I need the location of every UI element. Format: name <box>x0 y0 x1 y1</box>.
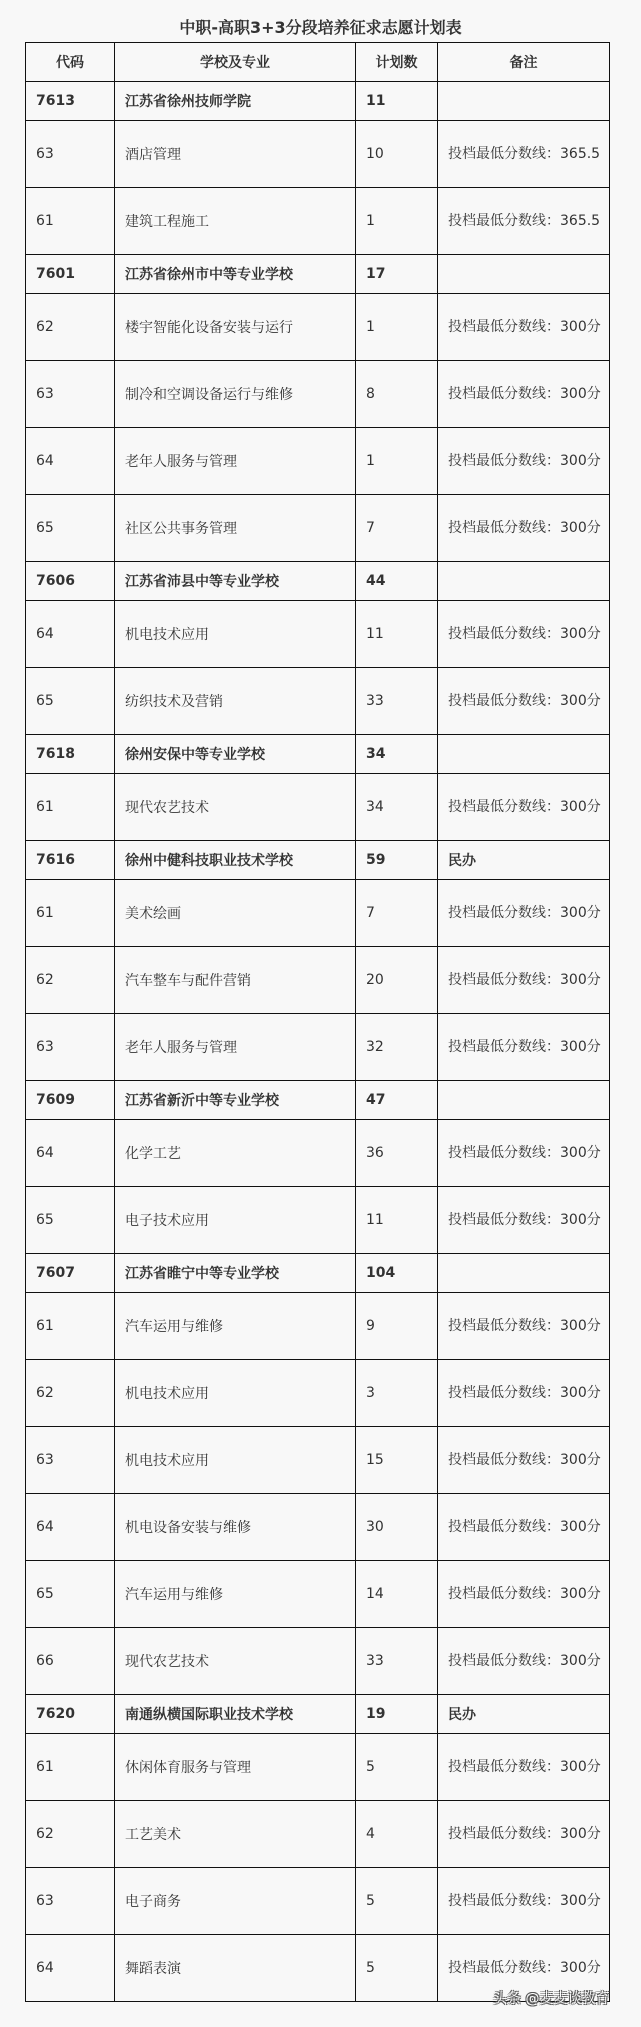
major-code-cell: 61 <box>26 880 115 947</box>
major-note-cell: 投档最低分数线：300分 <box>438 361 610 428</box>
major-name-cell: 纺织技术及营销 <box>115 668 356 735</box>
major-note-cell: 投档最低分数线：300分 <box>438 428 610 495</box>
major-row <box>26 1293 610 1360</box>
major-row <box>26 428 610 495</box>
major-code-cell: 61 <box>26 1293 115 1360</box>
major-note-cell: 投档最低分数线：300分 <box>438 1561 610 1628</box>
major-row <box>26 1561 610 1628</box>
school-plan-cell: 104 <box>356 1254 438 1293</box>
school-plan-cell: 34 <box>356 735 438 774</box>
major-row <box>26 668 610 735</box>
major-row <box>26 1868 610 1935</box>
major-row <box>26 495 610 562</box>
major-note-cell: 投档最低分数线：300分 <box>438 1187 610 1254</box>
school-row <box>26 735 610 774</box>
major-plan-cell: 14 <box>356 1561 438 1628</box>
major-name-cell: 社区公共事务管理 <box>115 495 356 562</box>
major-name-cell: 工艺美术 <box>115 1801 356 1868</box>
major-note-cell: 投档最低分数线：300分 <box>438 1734 610 1801</box>
major-plan-cell: 5 <box>356 1868 438 1935</box>
school-code-cell: 7613 <box>26 82 115 121</box>
major-note-cell: 投档最低分数线：300分 <box>438 1494 610 1561</box>
major-code-cell: 64 <box>26 1494 115 1561</box>
major-plan-cell: 8 <box>356 361 438 428</box>
major-note-cell: 投档最低分数线：300分 <box>438 1628 610 1695</box>
school-note-cell <box>438 562 610 601</box>
major-plan-cell: 7 <box>356 880 438 947</box>
major-plan-cell: 33 <box>356 668 438 735</box>
major-plan-cell: 34 <box>356 774 438 841</box>
major-plan-cell: 1 <box>356 188 438 255</box>
school-code-cell: 7601 <box>26 255 115 294</box>
school-name-cell: 江苏省沛县中等专业学校 <box>115 562 356 601</box>
major-plan-cell: 1 <box>356 428 438 495</box>
school-name-cell: 徐州安保中等专业学校 <box>115 735 356 774</box>
major-code-cell: 64 <box>26 1120 115 1187</box>
school-plan-cell: 44 <box>356 562 438 601</box>
school-name-cell: 南通纵横国际职业技术学校 <box>115 1695 356 1734</box>
watermark: 头条 @麦麦谈教育 <box>493 1991 610 2007</box>
major-plan-cell: 33 <box>356 1628 438 1695</box>
major-name-cell: 汽车运用与维修 <box>115 1561 356 1628</box>
major-name-cell: 电子技术应用 <box>115 1187 356 1254</box>
major-plan-cell: 9 <box>356 1293 438 1360</box>
major-note-cell: 投档最低分数线：365.5 <box>438 188 610 255</box>
major-note-cell: 投档最低分数线：300分 <box>438 1293 610 1360</box>
major-code-cell: 63 <box>26 1868 115 1935</box>
header-school-major: 学校及专业 <box>115 43 356 82</box>
major-name-cell: 现代农艺技术 <box>115 1628 356 1695</box>
major-plan-cell: 32 <box>356 1014 438 1081</box>
major-plan-cell: 30 <box>356 1494 438 1561</box>
school-code-cell: 7620 <box>26 1695 115 1734</box>
major-code-cell: 63 <box>26 1427 115 1494</box>
major-name-cell: 酒店管理 <box>115 121 356 188</box>
major-name-cell: 汽车运用与维修 <box>115 1293 356 1360</box>
major-code-cell: 63 <box>26 121 115 188</box>
major-note-cell: 投档最低分数线：300分 <box>438 880 610 947</box>
major-name-cell: 机电技术应用 <box>115 601 356 668</box>
school-name-cell: 徐州中健科技职业技术学校 <box>115 841 356 880</box>
school-row <box>26 1254 610 1293</box>
major-name-cell: 制冷和空调设备运行与维修 <box>115 361 356 428</box>
major-row <box>26 1120 610 1187</box>
school-note-cell: 民办 <box>438 1695 610 1734</box>
major-name-cell: 现代农艺技术 <box>115 774 356 841</box>
school-plan-cell: 17 <box>356 255 438 294</box>
major-code-cell: 61 <box>26 1734 115 1801</box>
school-name-cell: 江苏省徐州技师学院 <box>115 82 356 121</box>
major-plan-cell: 5 <box>356 1734 438 1801</box>
major-note-cell: 投档最低分数线：300分 <box>438 1120 610 1187</box>
major-code-cell: 62 <box>26 947 115 1014</box>
major-note-cell: 投档最低分数线：300分 <box>438 1935 610 2002</box>
major-row <box>26 1187 610 1254</box>
school-note-cell <box>438 1254 610 1293</box>
major-code-cell: 65 <box>26 1561 115 1628</box>
major-plan-cell: 11 <box>356 601 438 668</box>
major-plan-cell: 10 <box>356 121 438 188</box>
major-code-cell: 64 <box>26 428 115 495</box>
major-code-cell: 62 <box>26 294 115 361</box>
header-plan-count: 计划数 <box>356 43 438 82</box>
school-name-cell: 江苏省新沂中等专业学校 <box>115 1081 356 1120</box>
major-row <box>26 774 610 841</box>
school-code-cell: 7606 <box>26 562 115 601</box>
school-plan-cell: 47 <box>356 1081 438 1120</box>
major-code-cell: 63 <box>26 1014 115 1081</box>
school-plan-cell: 59 <box>356 841 438 880</box>
table-body <box>26 82 610 2002</box>
major-note-cell: 投档最低分数线：300分 <box>438 1427 610 1494</box>
major-plan-cell: 1 <box>356 294 438 361</box>
major-plan-cell: 36 <box>356 1120 438 1187</box>
school-note-cell <box>438 255 610 294</box>
major-row <box>26 947 610 1014</box>
major-name-cell: 机电技术应用 <box>115 1360 356 1427</box>
major-row <box>26 294 610 361</box>
major-row <box>26 188 610 255</box>
page-title: 中职-高职3+3分段培养征求志愿计划表 <box>179 18 462 37</box>
school-note-cell <box>438 735 610 774</box>
major-note-cell: 投档最低分数线：300分 <box>438 668 610 735</box>
major-row <box>26 1801 610 1868</box>
major-name-cell: 老年人服务与管理 <box>115 1014 356 1081</box>
major-name-cell: 舞蹈表演 <box>115 1935 356 2002</box>
major-row <box>26 601 610 668</box>
major-code-cell: 65 <box>26 495 115 562</box>
major-name-cell: 机电技术应用 <box>115 1427 356 1494</box>
major-plan-cell: 3 <box>356 1360 438 1427</box>
major-plan-cell: 20 <box>356 947 438 1014</box>
major-note-cell: 投档最低分数线：300分 <box>438 1801 610 1868</box>
major-name-cell: 美术绘画 <box>115 880 356 947</box>
school-plan-cell: 11 <box>356 82 438 121</box>
major-note-cell: 投档最低分数线：300分 <box>438 601 610 668</box>
major-code-cell: 65 <box>26 668 115 735</box>
major-plan-cell: 11 <box>356 1187 438 1254</box>
major-name-cell: 电子商务 <box>115 1868 356 1935</box>
major-row <box>26 121 610 188</box>
major-plan-cell: 4 <box>356 1801 438 1868</box>
major-plan-cell: 15 <box>356 1427 438 1494</box>
major-row <box>26 1360 610 1427</box>
major-note-cell: 投档最低分数线：300分 <box>438 495 610 562</box>
major-row <box>26 1427 610 1494</box>
school-code-cell: 7618 <box>26 735 115 774</box>
major-name-cell: 机电设备安装与维修 <box>115 1494 356 1561</box>
school-note-cell <box>438 1081 610 1120</box>
major-name-cell: 楼宇智能化设备安装与运行 <box>115 294 356 361</box>
school-code-cell: 7607 <box>26 1254 115 1293</box>
major-code-cell: 62 <box>26 1801 115 1868</box>
school-row <box>26 562 610 601</box>
school-code-cell: 7609 <box>26 1081 115 1120</box>
major-name-cell: 化学工艺 <box>115 1120 356 1187</box>
major-code-cell: 64 <box>26 601 115 668</box>
major-code-cell: 64 <box>26 1935 115 2002</box>
major-row <box>26 1628 610 1695</box>
school-row <box>26 1081 610 1120</box>
school-row <box>26 82 610 121</box>
major-row <box>26 1494 610 1561</box>
school-name-cell: 江苏省睢宁中等专业学校 <box>115 1254 356 1293</box>
major-name-cell: 汽车整车与配件营销 <box>115 947 356 1014</box>
major-row <box>26 361 610 428</box>
major-plan-cell: 7 <box>356 495 438 562</box>
school-note-cell <box>438 82 610 121</box>
major-code-cell: 61 <box>26 774 115 841</box>
school-row <box>26 841 610 880</box>
major-code-cell: 62 <box>26 1360 115 1427</box>
header-code: 代码 <box>26 43 115 82</box>
major-row <box>26 1014 610 1081</box>
major-note-cell: 投档最低分数线：300分 <box>438 1868 610 1935</box>
major-code-cell: 65 <box>26 1187 115 1254</box>
major-note-cell: 投档最低分数线：300分 <box>438 294 610 361</box>
major-name-cell: 建筑工程施工 <box>115 188 356 255</box>
school-note-cell: 民办 <box>438 841 610 880</box>
major-row <box>26 1734 610 1801</box>
major-name-cell: 老年人服务与管理 <box>115 428 356 495</box>
school-row <box>26 255 610 294</box>
school-code-cell: 7616 <box>26 841 115 880</box>
school-plan-cell: 19 <box>356 1695 438 1734</box>
major-plan-cell: 5 <box>356 1935 438 2002</box>
major-row <box>26 880 610 947</box>
school-name-cell: 江苏省徐州市中等专业学校 <box>115 255 356 294</box>
major-note-cell: 投档最低分数线：300分 <box>438 947 610 1014</box>
plan-table <box>25 42 610 2002</box>
major-note-cell: 投档最低分数线：300分 <box>438 1360 610 1427</box>
major-code-cell: 61 <box>26 188 115 255</box>
major-note-cell: 投档最低分数线：365.5 <box>438 121 610 188</box>
major-name-cell: 休闲体育服务与管理 <box>115 1734 356 1801</box>
header-remarks: 备注 <box>438 43 610 82</box>
school-row <box>26 1695 610 1734</box>
major-code-cell: 66 <box>26 1628 115 1695</box>
major-note-cell: 投档最低分数线：300分 <box>438 1014 610 1081</box>
table-header-row <box>26 43 610 82</box>
major-code-cell: 63 <box>26 361 115 428</box>
major-note-cell: 投档最低分数线：300分 <box>438 774 610 841</box>
